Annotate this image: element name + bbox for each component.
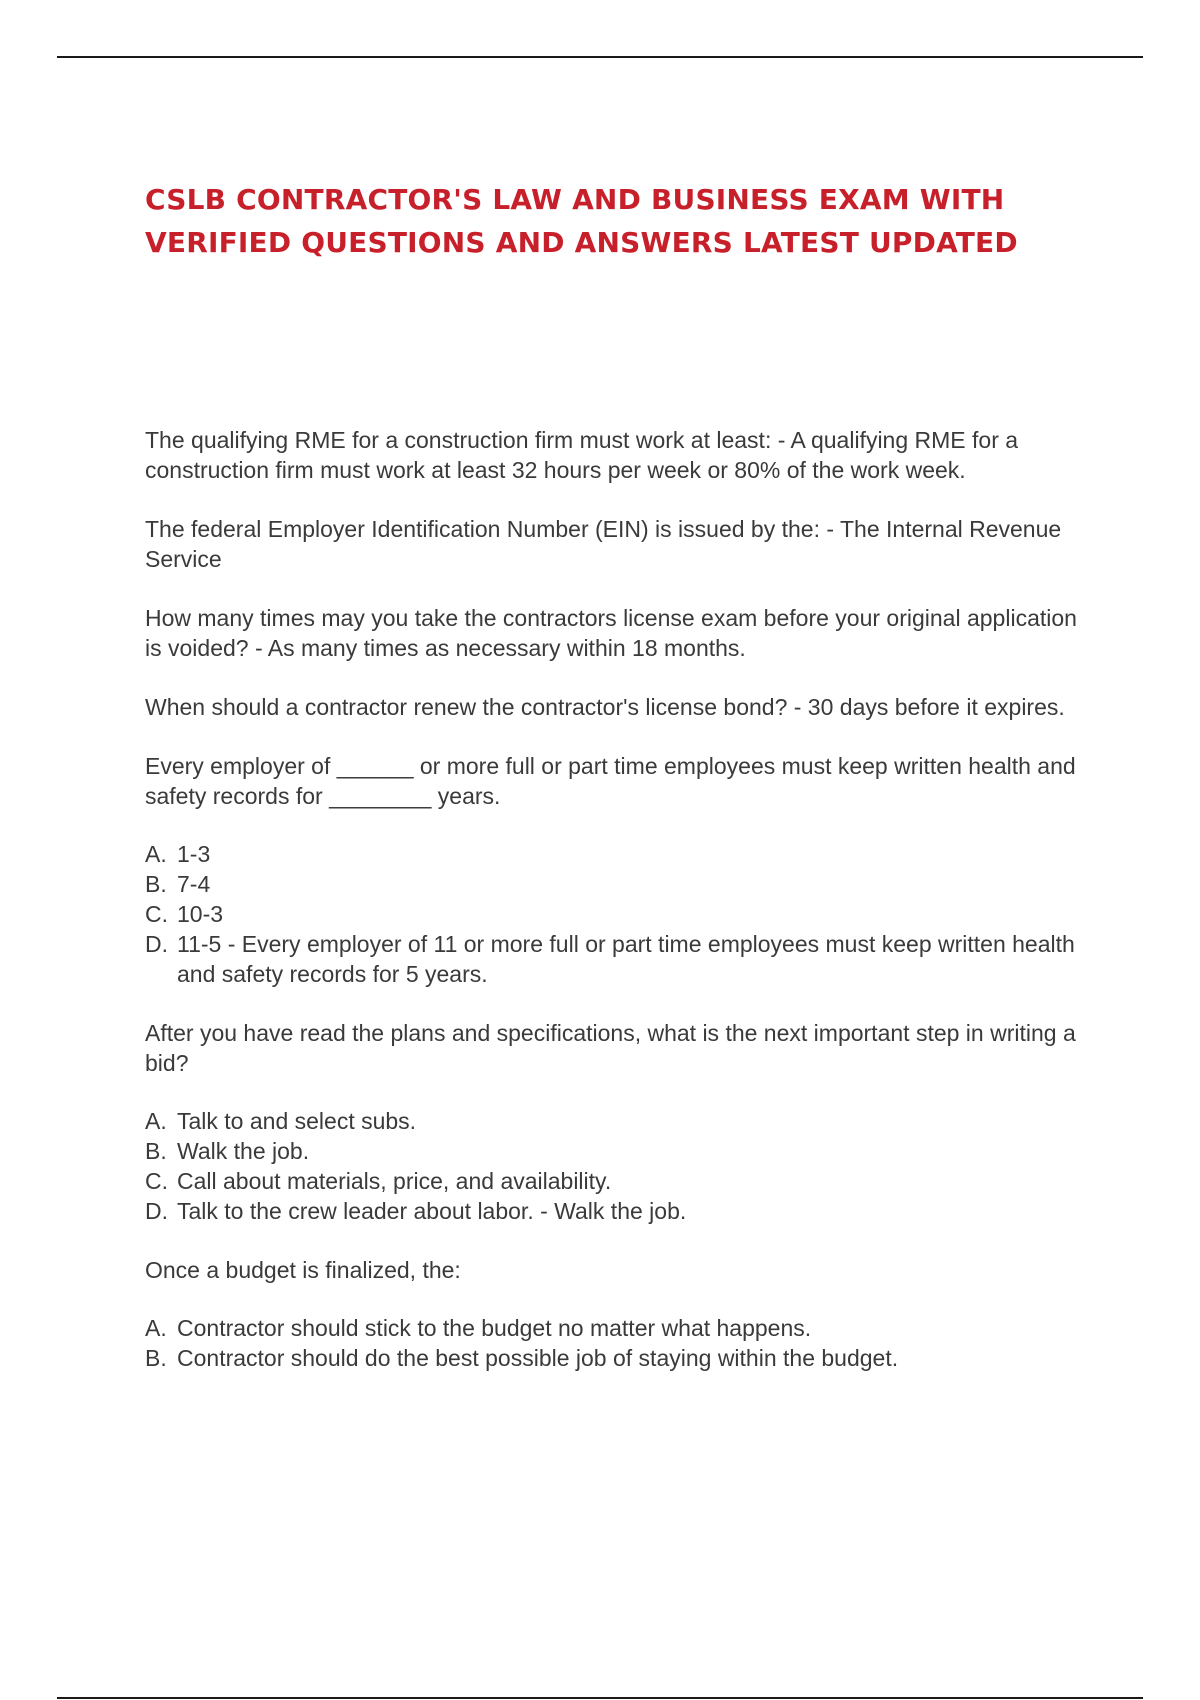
question-paragraph: The qualifying RME for a construction firm must work at least: - A qualifying RME for a construction firm must work at least 32 hours per week or 80% of the work week. [145, 427, 1019, 483]
option-letter: D. [145, 1198, 168, 1224]
answer-option [145, 1166, 1085, 1196]
bottom-rule [57, 1697, 1143, 1699]
answer-option [145, 1106, 1085, 1136]
option-text: Talk to and select subs. [177, 1108, 417, 1134]
question-paragraph: Every employer of ______ or more full or part time employees must keep written health and safety records for ________ years. [145, 753, 1076, 809]
answer-option [145, 1136, 1085, 1166]
question-paragraph: When should a contractor renew the contractor's license bond? - 30 days before it expires. [145, 694, 1065, 720]
option-letter: B. [145, 1138, 167, 1164]
option-text: 10-3 [177, 901, 224, 927]
option-letter: C. [145, 1168, 168, 1194]
question-paragraph: How many times may you take the contractors license exam before your original application is voided? - As many times as necessary within 18 months. [145, 605, 1077, 661]
answer-option [145, 1343, 1085, 1373]
option-letter: A. [145, 1108, 167, 1134]
option-letter: B. [145, 1345, 167, 1371]
answer-option [145, 839, 1085, 869]
option-letter: C. [145, 901, 168, 927]
option-text: Walk the job. [177, 1138, 310, 1164]
answer-option [145, 929, 1085, 989]
document-body [145, 425, 1085, 1402]
option-text: Talk to the crew leader about labor. - Walk the job. [177, 1198, 687, 1224]
option-text: Contractor should do the best possible job of staying within the budget. [177, 1345, 899, 1371]
option-letter: D. [145, 931, 168, 957]
answer-option [145, 1196, 1085, 1226]
option-letter: A. [145, 1315, 167, 1341]
answer-options-list [145, 1106, 1085, 1226]
option-text: 1-3 [177, 841, 211, 867]
answer-option [145, 1313, 1085, 1343]
option-letter: B. [145, 871, 167, 897]
answer-option [145, 869, 1085, 899]
question-paragraph: Once a budget is finalized, the: [145, 1257, 461, 1283]
answer-options-list [145, 839, 1085, 989]
option-text: Contractor should stick to the budget no matter what happens. [177, 1315, 812, 1341]
answer-option [145, 899, 1085, 929]
option-text: 7-4 [177, 871, 211, 897]
option-letter: A. [145, 841, 167, 867]
option-text: Call about materials, price, and availability. [177, 1168, 612, 1194]
option-text: 11-5 - Every employer of 11 or more full or part time employees must keep written health and safety records for 5 years. [177, 931, 1075, 987]
answer-options-list [145, 1313, 1085, 1373]
document-title: CSLB CONTRACTOR'S LAW AND BUSINESS EXAM WITH VERIFIED QUESTIONS AND ANSWERS LATEST UPDATED [145, 183, 1018, 259]
question-paragraph: After you have read the plans and specifications, what is the next important step in writing a bid? [145, 1020, 1076, 1076]
question-paragraph: The federal Employer Identification Number (EIN) is issued by the: - The Internal Revenue Service [145, 516, 1062, 572]
top-rule [57, 56, 1143, 58]
